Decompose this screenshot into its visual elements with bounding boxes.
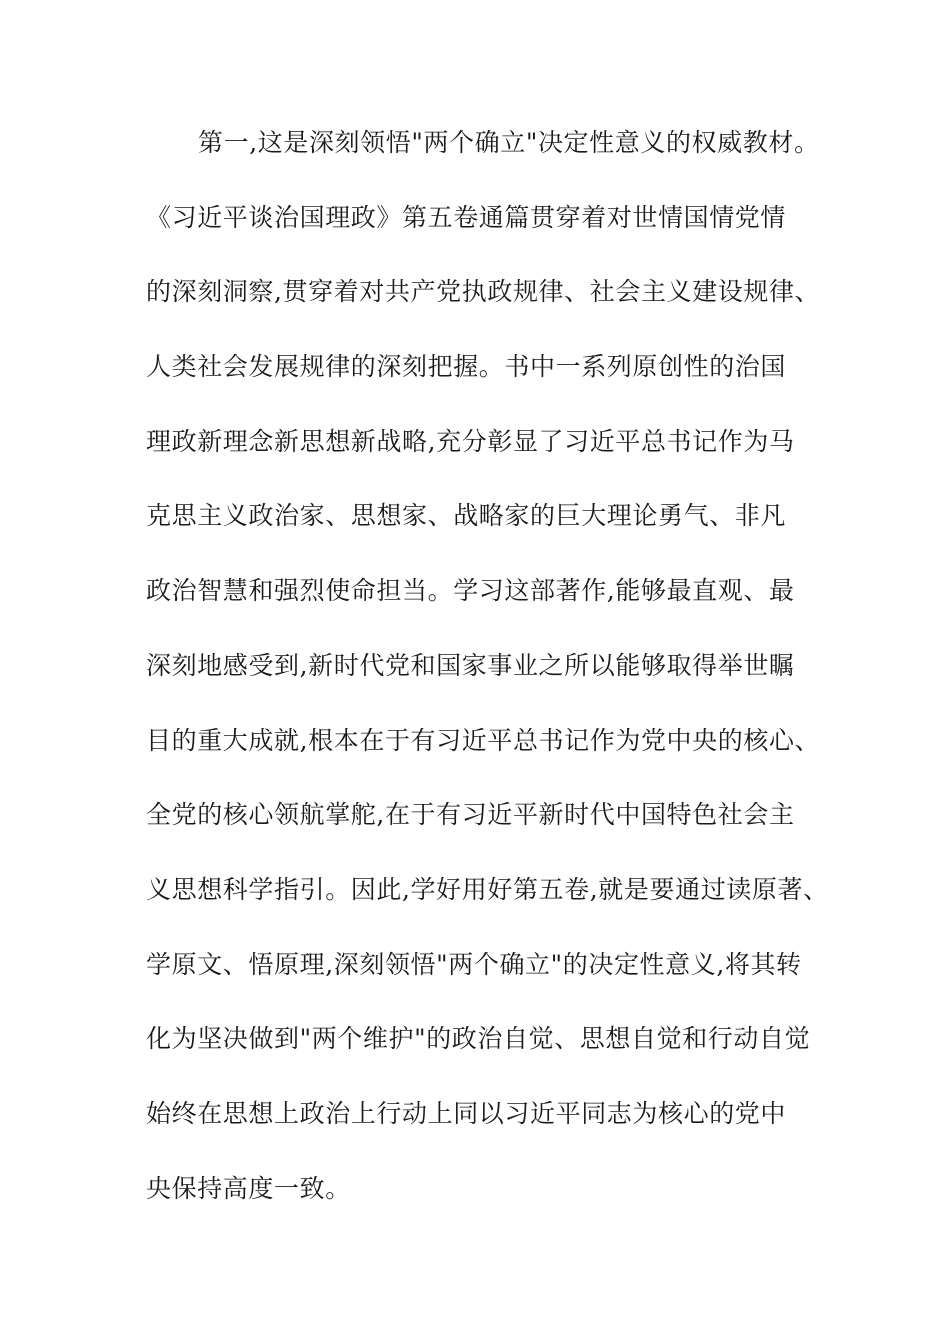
paragraph-line: 义思想科学指引。因此,学好用好第五卷,就是要通过读原著、 — [146, 874, 829, 904]
paragraph-line: 央保持高度一致。 — [146, 1173, 351, 1203]
paragraph-line: 第一,这是深刻领悟"两个确立"决定性意义的权威教材。 — [198, 128, 820, 157]
paragraph-line: 的深刻洞察,贯穿着对共产党执政规律、社会主义建设规律、 — [146, 277, 821, 307]
paragraph-line: 克思主义政治家、思想家、战略家的巨大理论勇气、非凡 — [146, 501, 787, 531]
paragraph-line: 始终在思想上政治上行动上同以习近平同志为核心的党中 — [146, 1098, 787, 1128]
paragraph-line: 学原文、悟原理,深刻领悟"两个确立"的决定性意义,将其转 — [146, 949, 802, 979]
paragraph-line: 《习近平谈治国理政》第五卷通篇贯穿着对世情国情党情 — [146, 202, 787, 232]
paragraph-line: 化为坚决做到"两个维护"的政治自觉、思想自觉和行动自觉 — [146, 1024, 811, 1054]
paragraph-line: 深刻地感受到,新时代党和国家事业之所以能够取得举世瞩 — [146, 650, 795, 680]
paragraph-line: 目的重大成就,根本在于有习近平总书记作为党中央的核心、 — [146, 725, 821, 755]
paragraph-line: 政治智慧和强烈使命担当。学习这部著作,能够最直观、最 — [146, 576, 795, 606]
paragraph-line: 人类社会发展规律的深刻把握。书中一系列原创性的治国 — [146, 352, 787, 382]
paragraph — [146, 121, 846, 1241]
paragraph-line: 全党的核心领航掌舵,在于有习近平新时代中国特色社会主 — [146, 800, 795, 830]
paragraph-line: 理政新理念新思想新战略,充分彰显了习近平总书记作为马 — [146, 426, 795, 456]
